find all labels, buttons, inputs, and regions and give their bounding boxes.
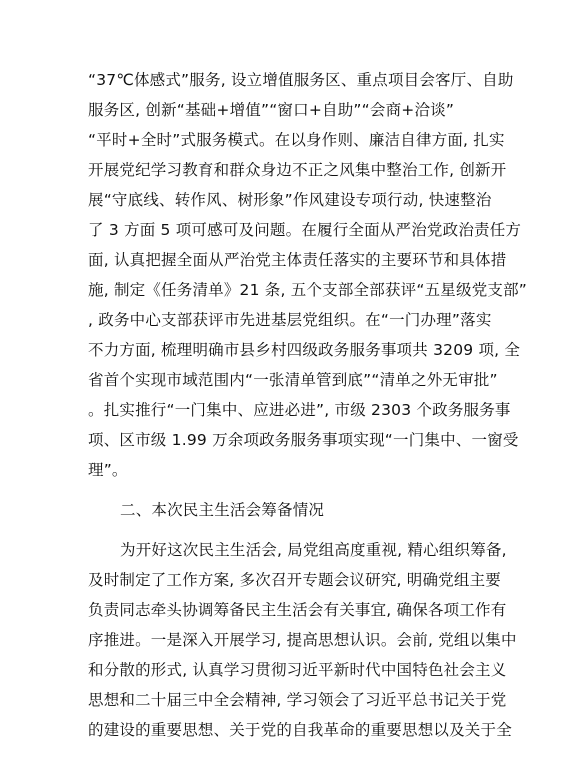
text-line: “平时+全时”式服务模式。在以身作则、廉洁自律方面, 扎实 <box>88 131 505 149</box>
text-line: , 政务中心支部获评市先进基层党组织。在“一门办理”落实 <box>88 311 492 329</box>
text-line: 施, 制定《任务清单》21 条, 五个支部全部获评“五星级党支部” <box>88 281 528 299</box>
text-line: 。扎实推行“一门集中、应进必进”, 市级 2303 个政务服务事 <box>88 401 511 419</box>
text-line: 开展党纪学习教育和群众身边不正之风集中整治工作, 创新开 <box>88 161 507 179</box>
text-line: 的建设的重要思想、关于党的自我革命的重要思想以及关于全 <box>88 721 512 739</box>
text-line: 服务区, 创新“基础+增值”“窗口+自助”“会商+洽谈” <box>88 101 455 119</box>
text-line: 为开好这次民主生活会, 局党组高度重视, 精心组织筹备, <box>120 541 507 559</box>
section-heading: 二、本次民主生活会筹备情况 <box>120 501 325 519</box>
text-line: 思想和二十届三中全会精神, 学习领会了习近平总书记关于党 <box>88 691 507 709</box>
text-line: 负责同志牵头协调筹备民主生活会有关事宜, 确保各项工作有 <box>88 601 507 619</box>
text-line: “37℃体感式”服务, 设立增值服务区、重点项目会客厅、自助 <box>88 71 514 89</box>
text-line: 理”。 <box>88 461 128 479</box>
text-line: 序推进。一是深入开展学习, 提高思想认识。会前, 党组以集中 <box>88 631 517 649</box>
text-line: 项、区市级 1.99 万余项政务服务事项实现“一门集中、一窗受 <box>88 431 519 449</box>
text-line: 及时制定了工作方案, 多次召开专题会议研究, 明确党组主要 <box>88 571 502 589</box>
text-line: 面, 认真把握全面从严治党主体责任落实的主要环节和具体措 <box>88 251 507 269</box>
text-line: 了 3 方面 5 项可感可及问题。在履行全面从严治党政治责任方 <box>88 221 522 239</box>
text-line: 和分散的形式, 认真学习贯彻习近平新时代中国特色社会主义 <box>88 661 507 679</box>
text-line: 省首个实现市域范围内“一张清单管到底”“清单之外无审批” <box>88 371 498 389</box>
text-line: 不力方面, 梳理明确市县乡村四级政务服务事项共 3209 项, 全 <box>88 341 521 359</box>
text-line: 展“守底线、转作风、树形象”作风建设专项行动, 快速整治 <box>88 191 492 209</box>
